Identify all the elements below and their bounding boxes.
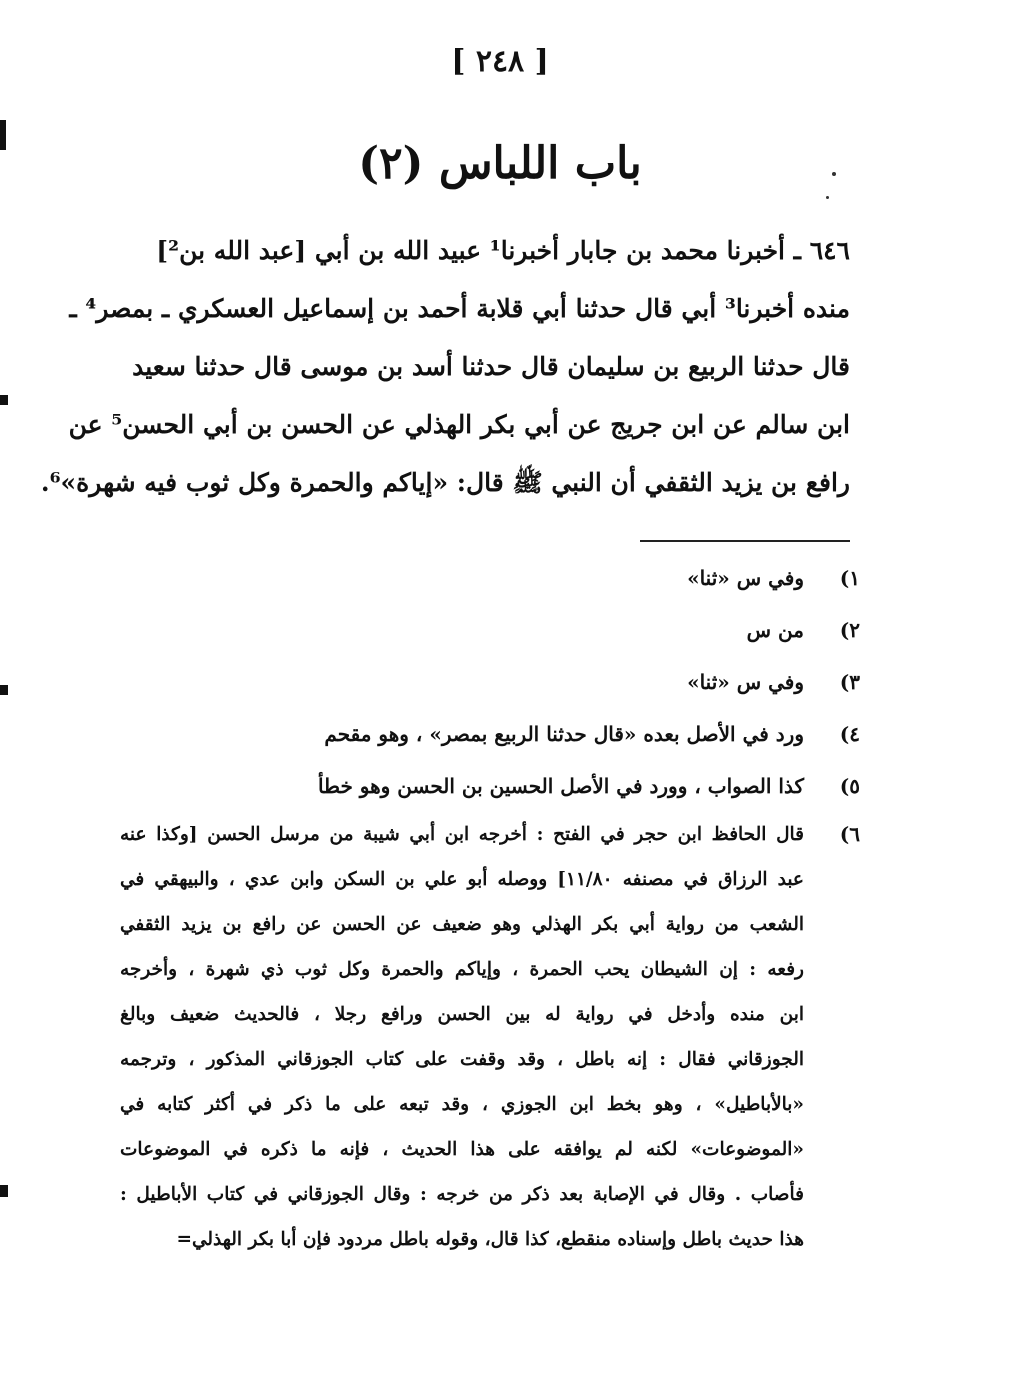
footnote-text: وفي س «ثنا» — [687, 670, 804, 694]
footnote — [120, 656, 860, 708]
footnote-line: فأصاب . وقال في الإصابة بعد ذكر من خرجه : وقال الجوزقاني في كتاب الأباطيل : — [120, 1184, 804, 1205]
footnote-text — [120, 812, 804, 1262]
hadith-line: ابن سالم عن ابن جريج عن أبي بكر الهذلي عن الحسن بن أبي الحسن⁵ عن — [68, 410, 850, 439]
chapter-title: (٢) باب اللباس — [358, 138, 642, 189]
footnote-text: ورد في الأصل بعده «قال حدثنا الربيع بمصر» ، وهو مقحم — [324, 722, 804, 746]
footnote — [120, 708, 860, 760]
hadith-line: ٦٤٦ ـ أخبرنا محمد بن جابار أخبرنا¹ عبيد الله بن أبي [عبد الله بن²] — [156, 236, 850, 265]
footnote-line: «بالأباطيل» ، وهو بخط ابن الجوزي ، وقد تبعه على ما ذكر في أكثر كتابه في — [120, 1094, 804, 1115]
hadith-line: قال حدثنا الربيع بن سليمان قال حدثنا أسد بن موسى قال حدثنا سعيد — [132, 352, 850, 381]
footnote-separator — [640, 540, 850, 542]
footnote — [120, 812, 860, 1262]
footnote-number: ٤) — [839, 722, 860, 746]
scan-margin-mark — [0, 1185, 8, 1197]
footnote-line: ابن منده وأدخل في رواية له بين الحسن ورافع رجلا ، فالحديث ضعيف وبالغ — [120, 1004, 804, 1025]
footnote-number: ١) — [839, 566, 860, 590]
hadith-text — [40, 222, 850, 512]
footnote-number: ٦) — [839, 822, 860, 846]
scan-margin-mark — [0, 395, 8, 405]
footnote-line: رفعه : إن الشيطان يحب الحمرة ، وإياكم والحمرة وكل ثوب ذي شهرة ، وأخرجه — [120, 959, 804, 980]
hadith-line: رافع بن يزيد الثقفي أن النبي ﷺ قال: «إياكم والحمرة وكل ثوب فيه شهرة»⁶. — [40, 468, 850, 497]
footnotes — [120, 552, 860, 1262]
footnote-text: من س — [746, 618, 804, 642]
page-number: [ ٢٤٨ ] — [451, 44, 549, 79]
footnote — [120, 552, 860, 604]
footnote-line: قال الحافظ ابن حجر في الفتح : أخرجه ابن أبي شيبة من مرسل الحسن [وكذا عنه — [120, 824, 804, 845]
footnote-line: الجوزقاني فقال : إنه باطل ، وقد وقفت على كتاب الجوزقاني المذكور ، وترجمه — [120, 1049, 804, 1070]
footnote-line: «الموضوعات» لكنه لم يوافقه على هذا الحديث ، فإنه ما ذكره في الموضوعات — [120, 1139, 804, 1160]
footnote-line: الشعب من رواية أبي بكر الهذلي وهو ضعيف عن الحسن عن رافع بن يزيد الثقفي — [120, 914, 804, 935]
footnote-number: ٣) — [839, 670, 860, 694]
hadith-line: منده أخبرنا³ أبي قال حدثنا أبي قلابة أحمد بن إسماعيل العسكري ـ بمصر⁴ ـ — [69, 294, 850, 323]
scan-speck — [826, 196, 829, 199]
footnote — [120, 604, 860, 656]
footnote-text: كذا الصواب ، وورد في الأصل الحسين بن الحسن وهو خطأ — [317, 774, 804, 798]
footnote-number: ٥) — [839, 774, 860, 798]
footnote-number: ٢) — [839, 618, 860, 642]
footnote-line: عبد الرزاق في مصنفه ١١/٨٠] ووصله أبو علي بن السكن وابن عدي ، والبيهقي في — [120, 869, 804, 890]
footnote-text: وفي س «ثنا» — [687, 566, 804, 590]
footnote-line: هذا حديث باطل وإسناده منقطع، كذا قال، وقوله باطل مردود فإن أبا بكر الهذلي= — [176, 1229, 804, 1250]
scan-margin-mark — [0, 685, 8, 695]
footnote — [120, 760, 860, 812]
